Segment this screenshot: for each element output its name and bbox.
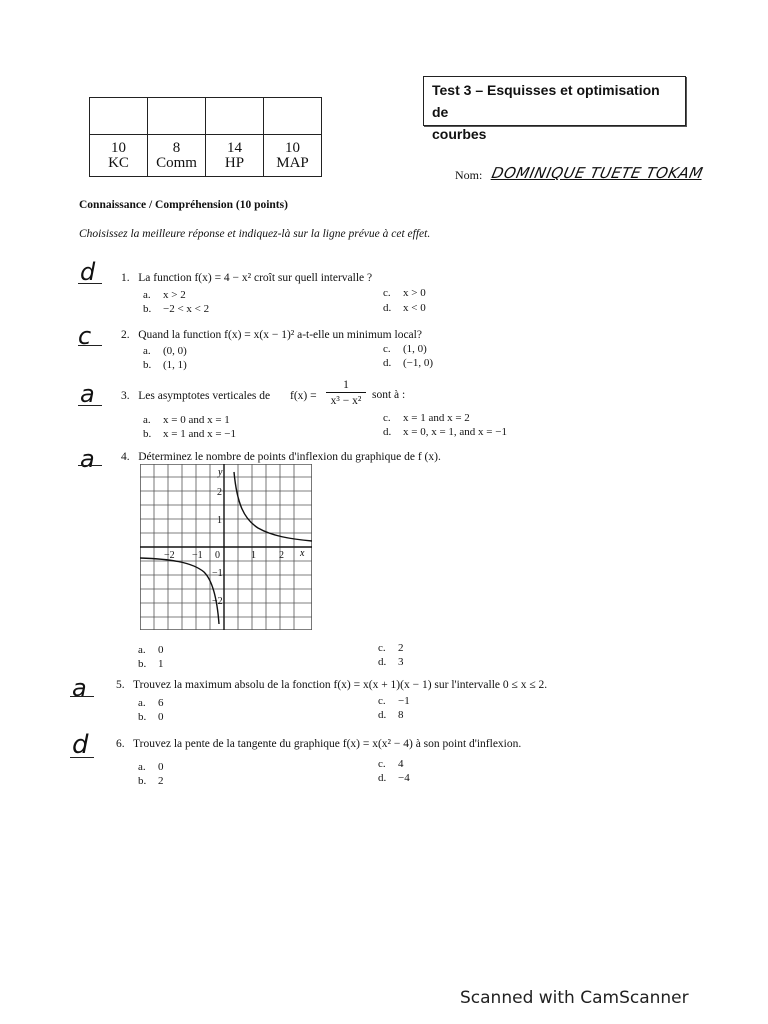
question-6: 6. Trouvez la pente de la tangente du graphique f(x) = x(x² − 4) à son point d'inflexion. [116,738,522,750]
x-tick-label: 1 [251,550,256,561]
q5-option-a: a. 6 [138,697,164,709]
question-4: 4. Déterminez le nombre de points d'inflexion du graphique de f (x). [121,451,441,463]
x-tick-label: −1 [192,550,203,561]
section-instruction: Choisissez la meilleure réponse et indiquez-là sur la ligne prévue à cet effet. [79,228,431,240]
answer-mark-q4: a [80,445,95,473]
x-tick-label: 0 [215,550,220,561]
x-tick-label: −2 [164,550,175,561]
q5-option-b: b. 0 [138,711,164,723]
score-comm: 8 Comm [148,135,206,177]
q1-option-a: a. x > 2 [143,289,186,301]
q3-option-c: c. x = 1 and x = 2 [383,412,470,424]
question-2: 2. Quand la function f(x) = x(x − 1)² a-t-elle un minimum local? [121,329,422,341]
score-cell [148,98,206,135]
q3-option-a: a. x = 0 and x = 1 [143,414,230,426]
answer-line [78,283,102,284]
q4-option-a: a. 0 [138,644,164,656]
answer-mark-q5: a [72,674,87,702]
function-graph [140,464,312,630]
q2-option-d: d. (−1, 0) [383,357,434,369]
camscanner-watermark: Scanned with CamScanner [460,988,689,1008]
q4-option-b: b. 1 [138,658,164,670]
q6-option-a: a. 0 [138,761,164,773]
answer-line [70,757,94,758]
q3-fraction-numerator: 1 [326,379,366,393]
test-title-line2: courbes [432,126,487,142]
y-tick-label: −2 [212,596,223,607]
q3-option-b: b. x = 1 and x = −1 [143,428,236,440]
q3-option-d: d. x = 0, x = 1, and x = −1 [383,426,507,438]
answer-line [78,345,102,346]
test-title-box [423,76,686,142]
score-hp: 14 HP [206,135,264,177]
q1-option-c: c. x > 0 [383,287,426,299]
q3-fraction-denominator: x³ − x² [330,395,362,407]
answer-mark-q6: d [72,730,89,760]
q6-option-b: b. 2 [138,775,164,787]
score-kc: 10 KC [90,135,148,177]
y-tick-label: −1 [212,568,223,579]
y-tick-label: 2 [217,487,222,498]
x-tick-label: 2 [279,550,284,561]
graph-axes [140,464,312,630]
student-name: DOMINIQUE TUETE TOKAM [490,164,705,182]
curve-left-branch [140,558,219,624]
q4-option-c: c. 2 [378,642,404,654]
answer-line [78,405,102,406]
score-map: 10 MAP [264,135,322,177]
question-5: 5. Trouvez la maximum absolu de la fonction f(x) = x(x + 1)(x − 1) sur l'intervalle 0 ≤ x ≤ 2. [116,679,548,691]
y-axis-label: y [218,467,223,478]
q3-tail: sont à : [372,389,406,401]
q2-option-c: c. (1, 0) [383,343,427,355]
y-tick-label: 1 [217,515,222,526]
q1-option-d: d. x < 0 [383,302,426,314]
answer-mark-q2: c [78,322,92,350]
x-axis-label: x [300,548,305,559]
question-3: 3. Les asymptotes verticales de [121,390,271,402]
name-label: Nom: [455,168,483,182]
q1-option-b: b. −2 < x < 2 [143,303,210,315]
score-table [89,97,322,177]
test-title-line1: Test 3 – Esquisses et optimisation de [432,82,660,120]
answer-line [70,696,94,697]
score-cell [90,98,148,135]
q2-option-a: a. (0, 0) [143,345,187,357]
q6-option-d: d. −4 [378,772,410,784]
q2-option-b: b. (1, 1) [143,359,187,371]
q5-option-d: d. 8 [378,709,404,721]
q3-function: f(x) = [290,390,317,402]
score-cell [206,98,264,135]
answer-line [78,465,102,466]
answer-mark-q1: d [80,258,96,286]
q6-option-c: c. 4 [378,758,404,770]
answer-mark-q3: a [80,380,95,408]
score-cell [264,98,322,135]
q5-option-c: c. −1 [378,695,410,707]
curve-right-branch [234,472,312,541]
question-1: 1. La function f(x) = 4 − x² croît sur quell intervalle ? [121,272,373,284]
q4-option-d: d. 3 [378,656,404,668]
section-heading: Connaissance / Compréhension (10 points) [79,199,288,211]
